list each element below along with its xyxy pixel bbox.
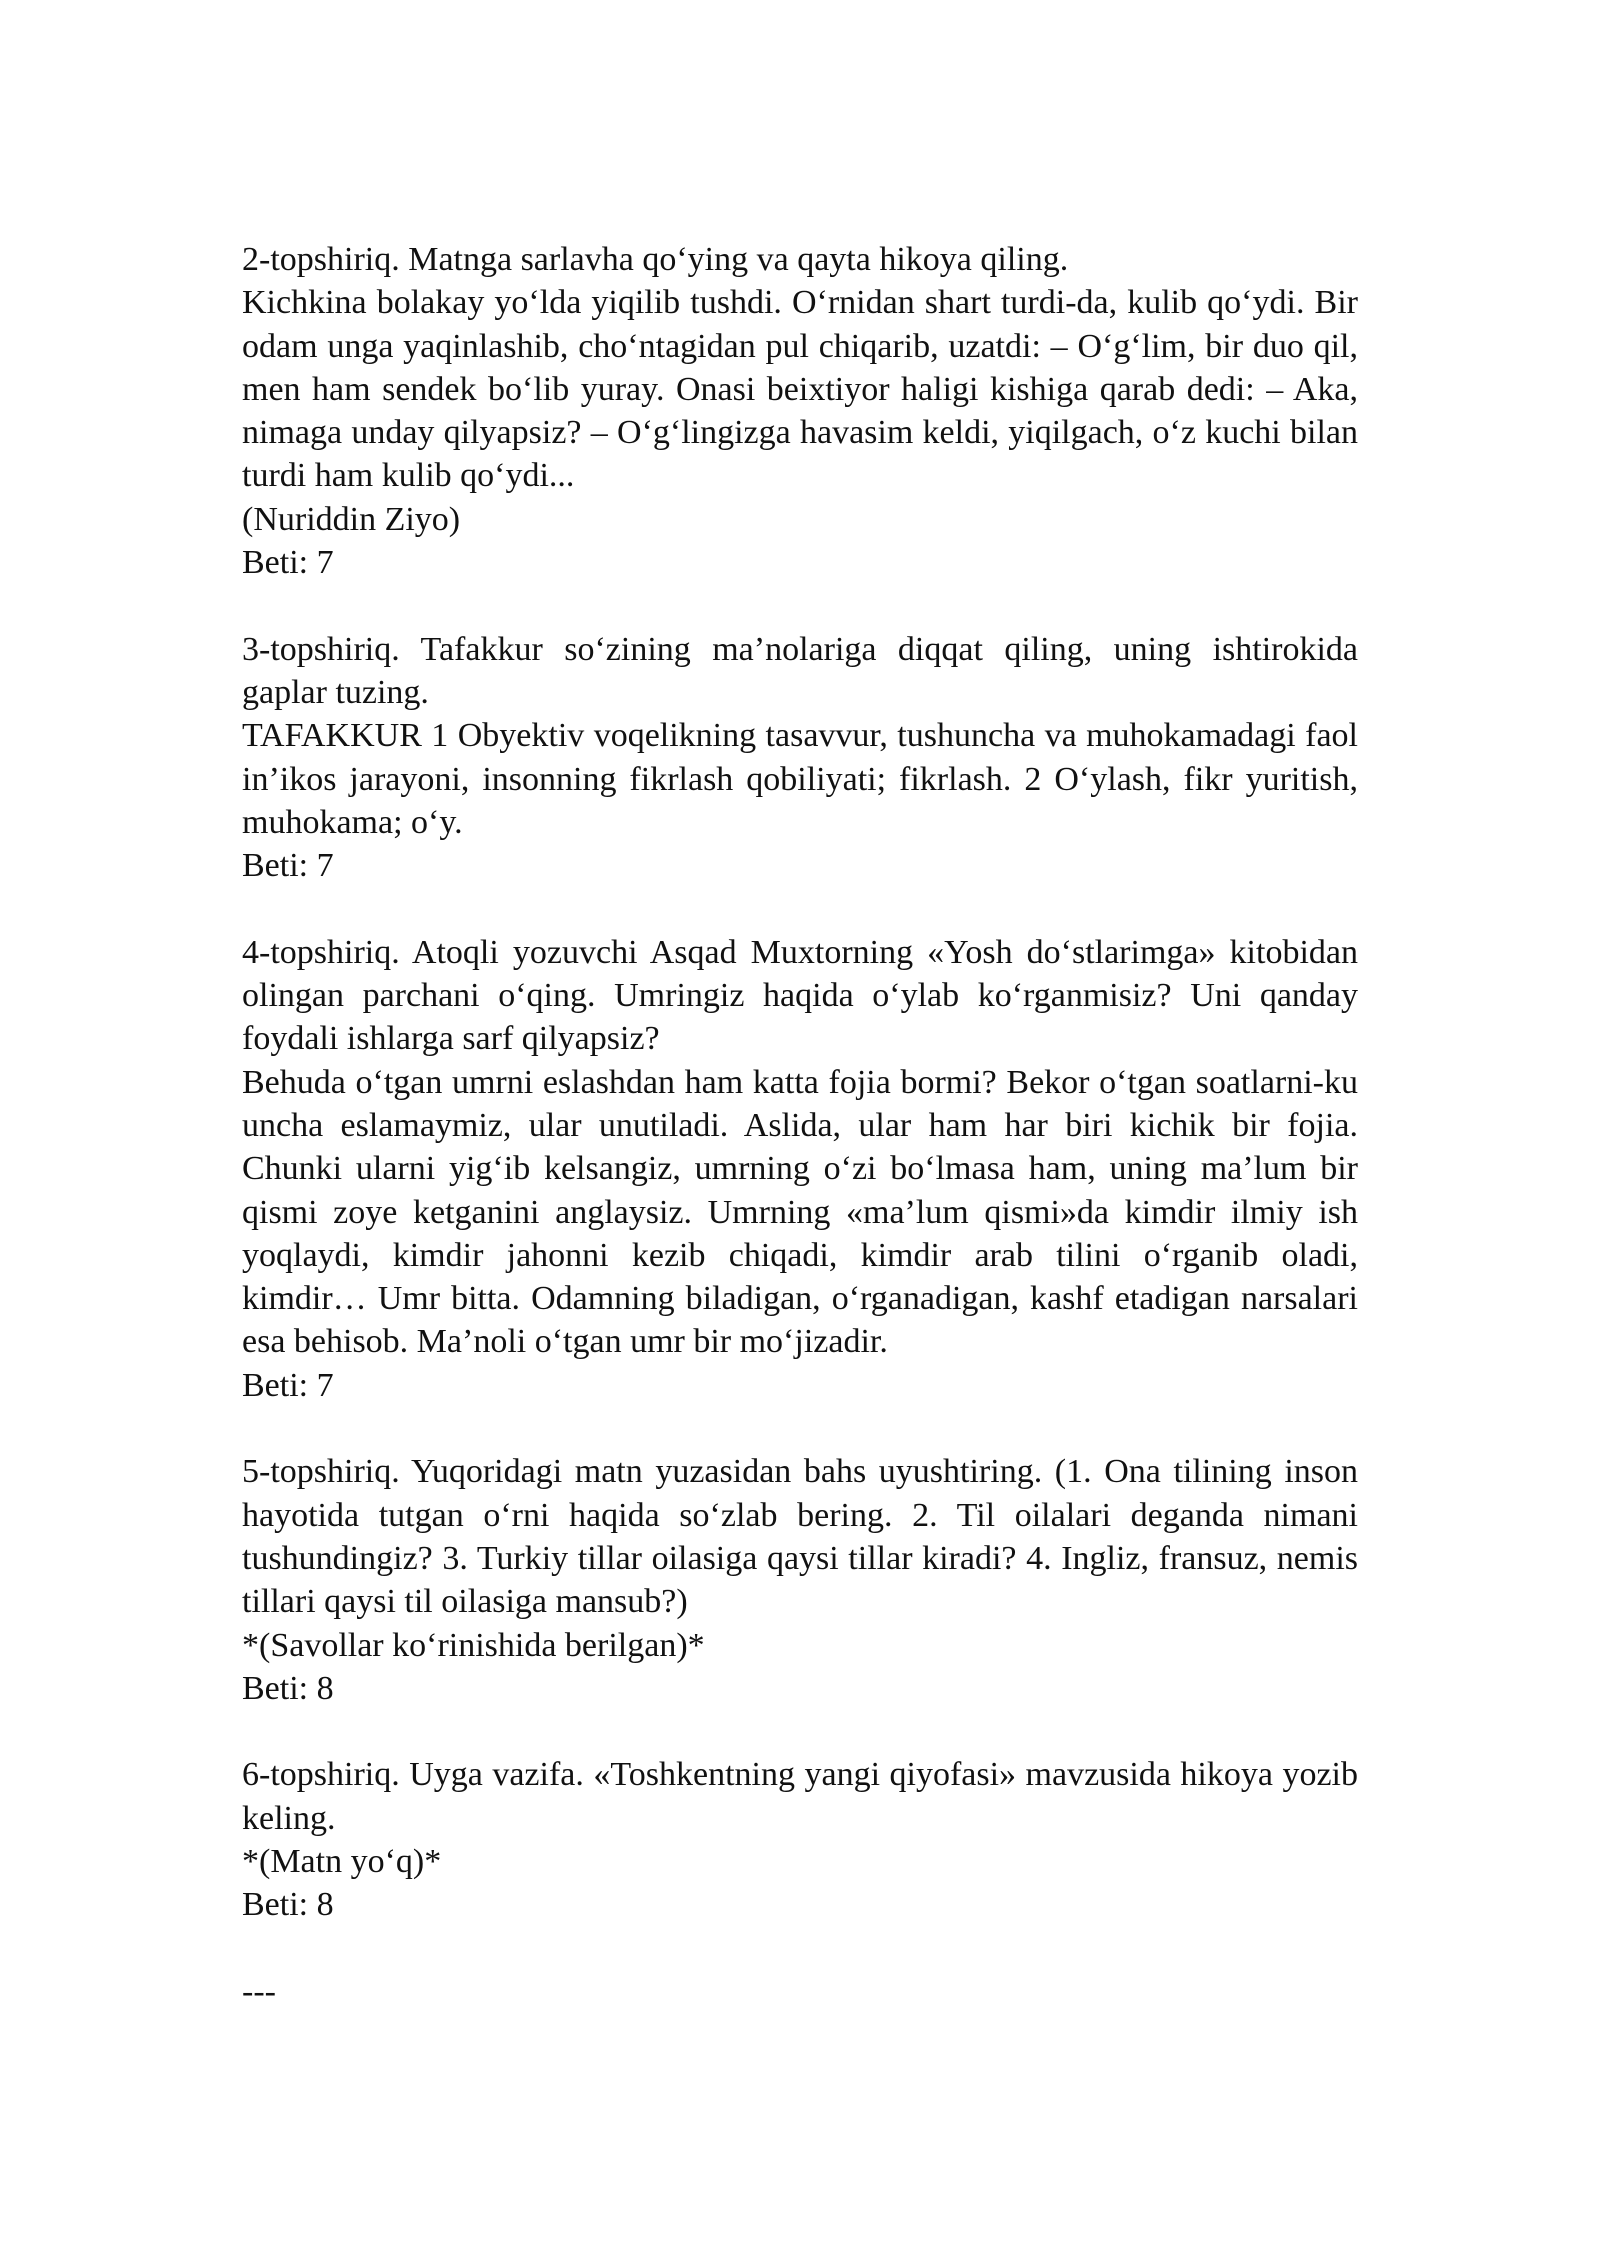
task-heading: 3-topshiriq. Tafakkur so‘zining ma’nolariga diqqat qiling, uning ishtirokida gaplar tuzing. [242,630,1358,711]
task-3 [242,628,1358,888]
task-source-note: (Nuriddin Ziyo) [242,500,461,538]
task-5 [242,1450,1358,1710]
task-page-ref: Beti: 7 [242,544,334,582]
task-text: TAFAKKUR 1 Obyektiv voqelikning tasavvur, tushuncha va muhokamadagi faol in’ikos jarayoni, insonning fikrlash qobiliyati; fikrlash. 2 O‘ylash, fikr yuritish, muhokama; o‘y. [242,717,1358,841]
task-note: *(Matn yo‘q)* [242,1842,442,1880]
task-2 [242,238,1358,584]
task-4 [242,931,1358,1407]
task-page-ref: Beti: 7 [242,1366,334,1404]
separator: --- [242,1972,276,2010]
task-page-ref: Beti: 8 [242,1886,334,1924]
task-heading: 5-topshiriq. Yuqoridagi matn yuzasidan bahs uyushtiring. (1. Ona tilining inson hayotida tutgan o‘rni haqida so‘zlab bering. 2. Til oilalari deganda nimani tushundingiz? 3. Turkiy tillar oilasiga qaysi tillar kiradi? 4. Ingliz, fransuz, nemis tillari qaysi til oilasiga mansub?) [242,1453,1358,1621]
task-note: *(Savollar ko‘rinishida berilgan)* [242,1626,705,1664]
task-heading: 4-topshiriq. Atoqli yozuvchi Asqad Muxtorning «Yosh do‘stlarimga» kitobidan olingan parchani o‘qing. Umringiz haqida o‘ylab ko‘rganmisiz? Uni qanday foydali ishlarga sarf qilyapsiz? [242,933,1358,1058]
document-page [242,238,1358,2013]
task-page-ref: Beti: 7 [242,847,334,885]
task-6 [242,1753,1358,1926]
task-text: Behuda o‘tgan umrni eslashdan ham katta fojia bormi? Bekor o‘tgan soatlarni-ku uncha eslamaymiz, ular unutiladi. Aslida, ular ham har biri kichik bir fojia. Chunki ularni yig‘ib kelsangiz, umrning o‘zi bo‘lmasa ham, uning ma’lum bir qismi zoye ketganini anglaysiz. Umrning «ma’lum qismi»da kimdir ilmiy ish yoqlaydi, kimdir jahonni kezib chiqadi, kimdir arab tilini o‘rganib oladi, kimdir… Umr bitta. Odamning biladigan, o‘rganadigan, kashf etadigan narsalari esa behisob. Ma’noli o‘tgan umr bir mo‘jizadir. [242,1063,1358,1361]
task-text: Kichkina bolakay yo‘lda yiqilib tushdi. O‘rnidan shart turdi-da, kulib qo‘ydi. Bir odam unga yaqinlashib, cho‘ntagidan pul chiqarib, uzatdi: – O‘g‘lim, bir duo qil, men ham sendek bo‘lib yuray. Onasi beixtiyor haligi kishiga qarab dedi: – Aka, nimaga unday qilyapsiz? – O‘g‘lingizga havasim keldi, yiqilgach, o‘z kuchi bilan turdi ham kulib qo‘ydi... [242,284,1358,495]
task-heading: 2-topshiriq. Matnga sarlavha qo‘ying va qayta hikoya qiling. [242,241,1069,278]
task-page-ref: Beti: 8 [242,1669,334,1707]
task-heading: 6-topshiriq. Uyga vazifa. «Toshkentning yangi qiyofasi» mavzusida hikoya yozib keling. [242,1756,1358,1837]
